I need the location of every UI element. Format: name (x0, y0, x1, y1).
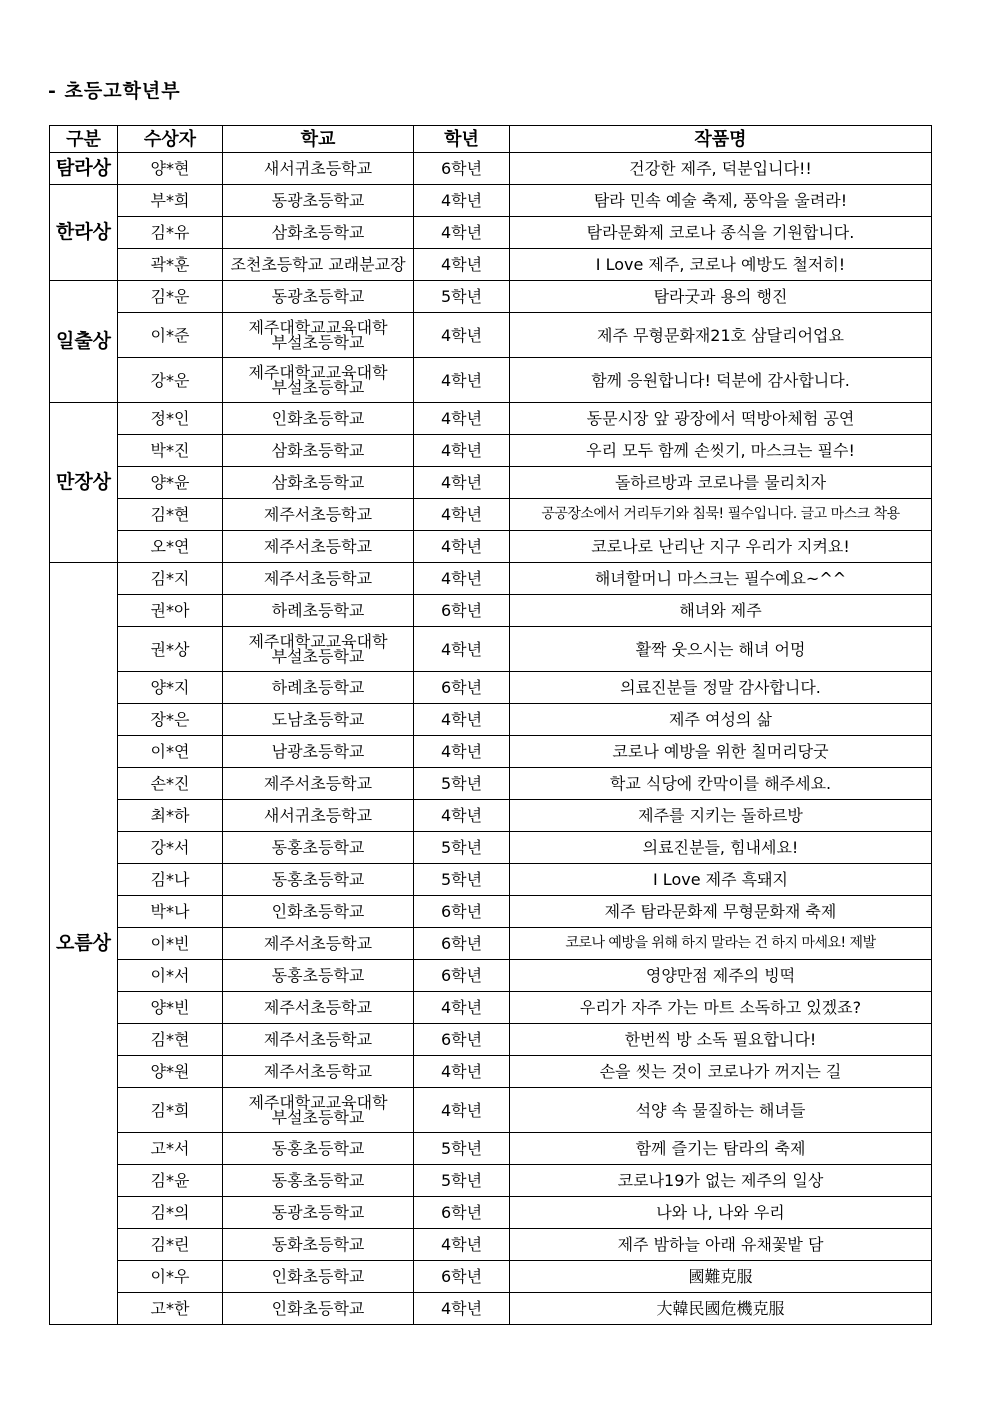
grade-cell: 4학년 (414, 1088, 510, 1133)
school-cell: 조천초등학교 교래분교장 (223, 249, 414, 281)
winner-cell: 양*현 (118, 153, 223, 185)
school-cell: 도남초등학교 (223, 704, 414, 736)
work-title-cell: 돌하르방과 코로나를 물리치자 (510, 467, 932, 499)
table-row (50, 736, 932, 768)
grade-cell: 6학년 (414, 960, 510, 992)
award-category-cell: 만장상 (50, 403, 118, 563)
work-title-cell: 제주 여성의 삶 (510, 704, 932, 736)
school-cell: 동광초등학교 (223, 185, 414, 217)
grade-cell: 4학년 (414, 499, 510, 531)
work-title-cell: 우리가 자주 가는 마트 소독하고 있겠죠? (510, 992, 932, 1024)
award-category-cell: 오름상 (50, 563, 118, 1325)
school-cell: 동홍초등학교 (223, 864, 414, 896)
work-title-cell: 석양 속 물질하는 해녀들 (510, 1088, 932, 1133)
school-cell: 동홍초등학교 (223, 1165, 414, 1197)
grade-cell: 4학년 (414, 249, 510, 281)
grade-cell: 5학년 (414, 1165, 510, 1197)
work-title-cell: 해녀와 제주 (510, 595, 932, 627)
winner-cell: 김*희 (118, 1088, 223, 1133)
award-category-cell: 일출상 (50, 281, 118, 403)
winner-cell: 김*의 (118, 1197, 223, 1229)
header-school: 학교 (223, 126, 414, 153)
school-cell: 하례초등학교 (223, 672, 414, 704)
section-title: - 초등고학년부 (48, 80, 181, 102)
school-cell: 제주대학교교육대학 부설초등학교 (223, 358, 414, 403)
work-title-cell: 의료진분들 정말 감사합니다. (510, 672, 932, 704)
table-row (50, 313, 932, 358)
winner-cell: 이*서 (118, 960, 223, 992)
table-row (50, 960, 932, 992)
school-cell: 동광초등학교 (223, 281, 414, 313)
work-title-cell: 大韓民國危機克服 (510, 1293, 932, 1325)
table-row (50, 832, 932, 864)
school-cell: 제주서초등학교 (223, 992, 414, 1024)
work-title-cell: 제주 탐라문화제 무형문화재 축제 (510, 896, 932, 928)
table-row (50, 928, 932, 960)
school-cell: 동홍초등학교 (223, 1133, 414, 1165)
work-title-cell: 동문시장 앞 광장에서 떡방아체험 공연 (510, 403, 932, 435)
table-row (50, 358, 932, 403)
header-grade: 학년 (414, 126, 510, 153)
work-title-cell: 손을 씻는 것이 코로나가 꺼지는 길 (510, 1056, 932, 1088)
grade-cell: 4학년 (414, 313, 510, 358)
winner-cell: 양*빈 (118, 992, 223, 1024)
table-row (50, 185, 932, 217)
winner-cell: 최*하 (118, 800, 223, 832)
winner-cell: 이*빈 (118, 928, 223, 960)
work-title-cell: 코로나19가 없는 제주의 일상 (510, 1165, 932, 1197)
grade-cell: 6학년 (414, 153, 510, 185)
winner-cell: 강*서 (118, 832, 223, 864)
work-title-cell: 해녀할머니 마스크는 필수예요~^^ (510, 563, 932, 595)
grade-cell: 4학년 (414, 627, 510, 672)
grade-cell: 6학년 (414, 595, 510, 627)
work-title-cell: 제주 무형문화재21호 삼달리어업요 (510, 313, 932, 358)
winner-cell: 김*운 (118, 281, 223, 313)
table-row (50, 1197, 932, 1229)
school-cell: 인화초등학교 (223, 1261, 414, 1293)
school-cell: 하례초등학교 (223, 595, 414, 627)
winner-cell: 박*진 (118, 435, 223, 467)
grade-cell: 6학년 (414, 1024, 510, 1056)
table-row (50, 800, 932, 832)
table-row (50, 992, 932, 1024)
grade-cell: 5학년 (414, 281, 510, 313)
winner-cell: 권*상 (118, 627, 223, 672)
winner-cell: 정*인 (118, 403, 223, 435)
school-cell: 제주서초등학교 (223, 1024, 414, 1056)
grade-cell: 6학년 (414, 1197, 510, 1229)
work-title-cell: 國難克服 (510, 1261, 932, 1293)
grade-cell: 4학년 (414, 435, 510, 467)
table-row (50, 1088, 932, 1133)
grade-cell: 5학년 (414, 1133, 510, 1165)
school-cell: 제주서초등학교 (223, 1056, 414, 1088)
table-header-row (50, 126, 932, 153)
table-row (50, 281, 932, 313)
school-cell: 제주대학교교육대학 부설초등학교 (223, 1088, 414, 1133)
winner-cell: 양*윤 (118, 467, 223, 499)
table-row (50, 595, 932, 627)
table-row (50, 563, 932, 595)
grade-cell: 6학년 (414, 672, 510, 704)
winner-cell: 부*희 (118, 185, 223, 217)
school-cell: 제주서초등학교 (223, 531, 414, 563)
school-cell: 제주서초등학교 (223, 499, 414, 531)
grade-cell: 4학년 (414, 531, 510, 563)
award-category-cell: 탐라상 (50, 153, 118, 185)
table-row (50, 531, 932, 563)
school-cell: 동광초등학교 (223, 1197, 414, 1229)
work-title-cell: 한번씩 방 소독 필요합니다! (510, 1024, 932, 1056)
school-cell: 제주대학교교육대학 부설초등학교 (223, 313, 414, 358)
school-cell: 제주서초등학교 (223, 768, 414, 800)
work-title-cell: 학교 식당에 칸막이를 해주세요. (510, 768, 932, 800)
school-cell: 인화초등학교 (223, 896, 414, 928)
work-title-cell: 제주를 지키는 돌하르방 (510, 800, 932, 832)
school-cell: 남광초등학교 (223, 736, 414, 768)
table-row (50, 217, 932, 249)
winner-cell: 김*린 (118, 1229, 223, 1261)
school-cell: 삼화초등학교 (223, 217, 414, 249)
winner-cell: 고*한 (118, 1293, 223, 1325)
grade-cell: 5학년 (414, 768, 510, 800)
grade-cell: 4학년 (414, 185, 510, 217)
winner-cell: 장*은 (118, 704, 223, 736)
table-row (50, 768, 932, 800)
winner-cell: 김*현 (118, 1024, 223, 1056)
winner-cell: 박*나 (118, 896, 223, 928)
table-row (50, 896, 932, 928)
table-row (50, 1261, 932, 1293)
work-title-cell: 제주 밤하늘 아래 유채꽃밭 담 (510, 1229, 932, 1261)
school-cell: 인화초등학교 (223, 403, 414, 435)
grade-cell: 4학년 (414, 704, 510, 736)
winner-cell: 양*지 (118, 672, 223, 704)
table-row (50, 1165, 932, 1197)
grade-cell: 4학년 (414, 800, 510, 832)
grade-cell: 6학년 (414, 896, 510, 928)
work-title-cell: 우리 모두 함께 손씻기, 마스크는 필수! (510, 435, 932, 467)
award-table (49, 125, 932, 1325)
winner-cell: 김*현 (118, 499, 223, 531)
work-title-cell: 나와 나, 나와 우리 (510, 1197, 932, 1229)
work-title-cell: 함께 응원합니다! 덕분에 감사합니다. (510, 358, 932, 403)
grade-cell: 6학년 (414, 928, 510, 960)
work-title-cell: 의료진분들, 힘내세요! (510, 832, 932, 864)
table-row (50, 435, 932, 467)
table-row (50, 1024, 932, 1056)
grade-cell: 5학년 (414, 832, 510, 864)
school-cell: 제주서초등학교 (223, 563, 414, 595)
winner-cell: 이*연 (118, 736, 223, 768)
grade-cell: 4학년 (414, 736, 510, 768)
work-title-cell: 코로나로 난리난 지구 우리가 지켜요! (510, 531, 932, 563)
school-cell: 인화초등학교 (223, 1293, 414, 1325)
table-row (50, 864, 932, 896)
winner-cell: 김*지 (118, 563, 223, 595)
table-row (50, 1229, 932, 1261)
work-title-cell: I Love 제주 흑돼지 (510, 864, 932, 896)
table-row (50, 467, 932, 499)
award-table-body (50, 153, 932, 1325)
table-row (50, 672, 932, 704)
grade-cell: 4학년 (414, 1056, 510, 1088)
winner-cell: 김*나 (118, 864, 223, 896)
work-title-cell: 코로나 예방을 위해 하지 말라는 건 하지 마세요! 제발 (510, 928, 932, 960)
school-cell: 새서귀초등학교 (223, 153, 414, 185)
grade-cell: 6학년 (414, 1261, 510, 1293)
grade-cell: 4학년 (414, 217, 510, 249)
winner-cell: 오*연 (118, 531, 223, 563)
work-title-cell: 탐라굿과 용의 행진 (510, 281, 932, 313)
work-title-cell: 활짝 웃으시는 해녀 어멍 (510, 627, 932, 672)
winner-cell: 손*진 (118, 768, 223, 800)
table-row (50, 1056, 932, 1088)
table-row (50, 627, 932, 672)
grade-cell: 5학년 (414, 864, 510, 896)
table-row (50, 153, 932, 185)
school-cell: 제주대학교교육대학 부설초등학교 (223, 627, 414, 672)
winner-cell: 김*유 (118, 217, 223, 249)
winner-cell: 고*서 (118, 1133, 223, 1165)
school-cell: 동홍초등학교 (223, 960, 414, 992)
table-row (50, 1133, 932, 1165)
table-row (50, 499, 932, 531)
work-title-cell: 건강한 제주, 덕분입니다!! (510, 153, 932, 185)
grade-cell: 4학년 (414, 992, 510, 1024)
header-winner: 수상자 (118, 126, 223, 153)
grade-cell: 4학년 (414, 403, 510, 435)
table-row (50, 704, 932, 736)
work-title-cell: 탐라 민속 예술 축제, 풍악을 울려라! (510, 185, 932, 217)
school-cell: 새서귀초등학교 (223, 800, 414, 832)
winner-cell: 권*아 (118, 595, 223, 627)
work-title-cell: 공공장소에서 거리두기와 침묵! 필수입니다. 글고 마스크 착용 (510, 499, 932, 531)
header-category: 구분 (50, 126, 118, 153)
winner-cell: 이*준 (118, 313, 223, 358)
table-row (50, 403, 932, 435)
grade-cell: 4학년 (414, 467, 510, 499)
work-title-cell: 영양만점 제주의 빙떡 (510, 960, 932, 992)
winner-cell: 이*우 (118, 1261, 223, 1293)
table-row (50, 1293, 932, 1325)
table-row (50, 249, 932, 281)
work-title-cell: I Love 제주, 코로나 예방도 철저히! (510, 249, 932, 281)
grade-cell: 4학년 (414, 1293, 510, 1325)
winner-cell: 곽*훈 (118, 249, 223, 281)
winner-cell: 강*운 (118, 358, 223, 403)
grade-cell: 4학년 (414, 563, 510, 595)
award-category-cell: 한라상 (50, 185, 118, 281)
work-title-cell: 탐라문화제 코로나 종식을 기원합니다. (510, 217, 932, 249)
school-cell: 동화초등학교 (223, 1229, 414, 1261)
work-title-cell: 함께 즐기는 탐라의 축제 (510, 1133, 932, 1165)
grade-cell: 4학년 (414, 1229, 510, 1261)
school-cell: 삼화초등학교 (223, 435, 414, 467)
school-cell: 동홍초등학교 (223, 832, 414, 864)
winner-cell: 김*윤 (118, 1165, 223, 1197)
grade-cell: 4학년 (414, 358, 510, 403)
school-cell: 삼화초등학교 (223, 467, 414, 499)
work-title-cell: 코로나 예방을 위한 칠머리당굿 (510, 736, 932, 768)
school-cell: 제주서초등학교 (223, 928, 414, 960)
header-work-title: 작품명 (510, 126, 932, 153)
winner-cell: 양*원 (118, 1056, 223, 1088)
